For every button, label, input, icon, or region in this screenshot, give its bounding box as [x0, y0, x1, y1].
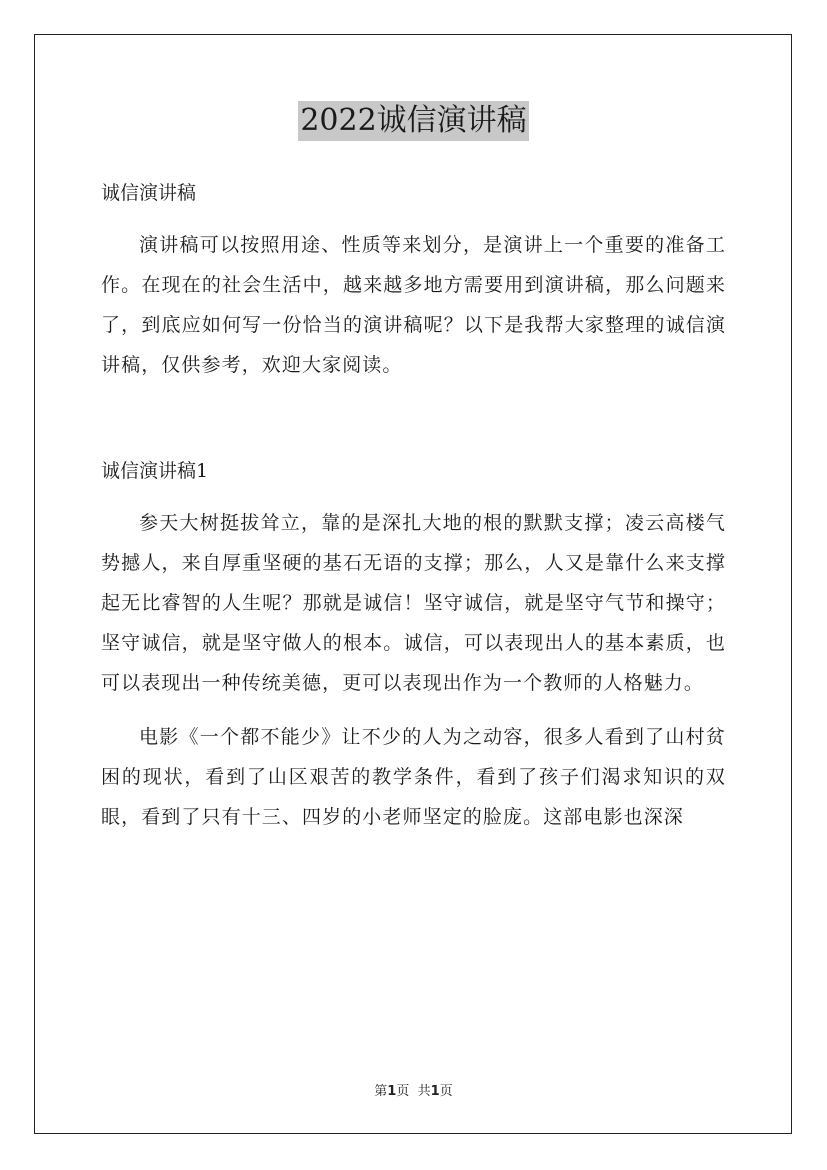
section-heading: 诚信演讲稿1	[101, 460, 209, 482]
total-number: 1	[430, 1084, 440, 1099]
page-footer	[0, 1080, 827, 1099]
document-title: 2022诚信演讲稿	[298, 101, 528, 141]
title-container	[0, 101, 827, 141]
document-subtitle: 诚信演讲稿	[101, 182, 197, 204]
body-paragraph-1: 参天大树挺拔耸立，靠的是深扎大地的根的默默支撑；凌云高楼气势撼人，来自厚重坚硬的基石无语的支撑；那么，人又是靠什么来支撑起无比睿智的人生呢？那就是诚信！坚守诚信，就是坚守气节和操守；坚守诚信，就是坚守做人的根本。诚信，可以表现出人的基本素质，也可以表现出一种传统美德，更可以表现出作为一个教师的人格魅力。	[101, 512, 726, 694]
total-suffix: 页	[439, 1084, 453, 1099]
total-prefix: 共	[417, 1084, 431, 1099]
body-paragraph-2: 电影《一个都不能少》让不少的人为之动容，很多人看到了山村贫困的现状，看到了山区艰苦的教学条件，看到了孩子们渴求知识的双眼，看到了只有十三、四岁的小老师坚定的脸庞。这部电影也深深	[101, 726, 726, 828]
page-suffix: 页	[396, 1084, 410, 1099]
document-body	[101, 173, 726, 851]
intro-paragraph: 演讲稿可以按照用途、性质等来划分，是演讲上一个重要的准备工作。在现在的社会生活中，越来越多地方需要用到演讲稿，那么问题来了，到底应如何写一份恰当的演讲稿呢？以下是我帮大家整理的诚信演讲稿，仅供参考，欢迎大家阅读。	[101, 234, 726, 376]
page-prefix: 第	[374, 1084, 388, 1099]
page-number: 1	[387, 1084, 397, 1099]
section-spacer	[101, 399, 726, 451]
